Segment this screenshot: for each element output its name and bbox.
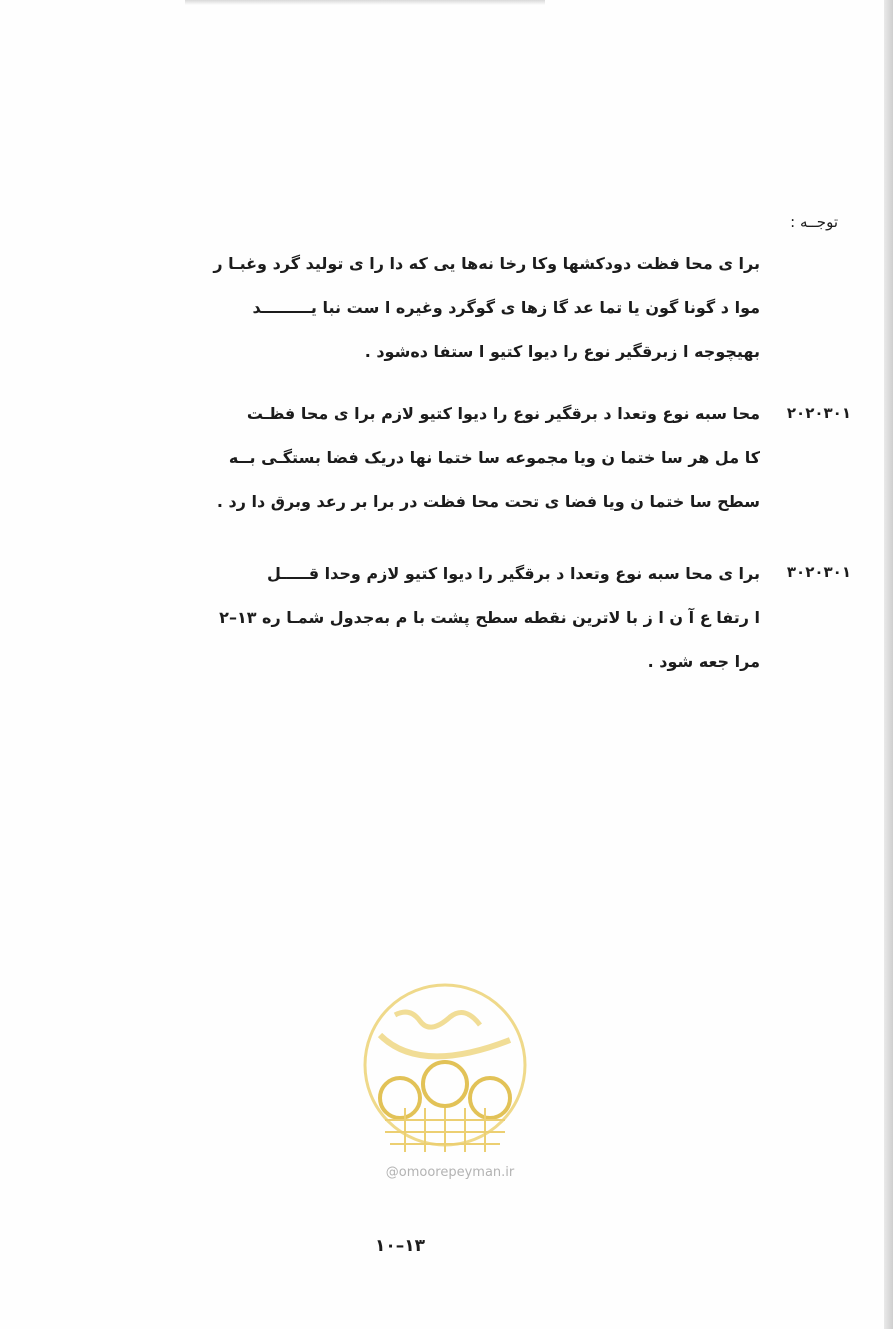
paragraph-line: برا ی محا سبه نوع وتعدا د برقگیر را دیوا کتیو لازم وحدا قـــــل [266, 564, 760, 583]
paragraph-section-2 [135, 392, 760, 524]
paragraph-line: محا سبه نوع وتعدا د برقگیر نوع را دیوا کتیو لازم برا ی محا فظـت [246, 404, 760, 423]
paragraph-line: موا د گونا گون یا تما عد گا زها ی گوگرد وغیره ا ست نبا یـــــــــد [252, 298, 760, 317]
paragraph-line: بهیچوجه ا زبرقگیر نوع را دیوا کتیو ا ستفا ده‌شود . [364, 342, 760, 361]
section-number: ۲۰۲۰۳۰۱ [786, 404, 851, 422]
page-edge-shadow [884, 0, 893, 1329]
paragraph-line: کا مل هر سا ختما ن ویا مجموعه سا ختما نها دریک فضا بستگـی بــه [228, 448, 760, 467]
scan-top-shadow [185, 0, 545, 5]
watermark-logo [360, 980, 530, 1160]
watermark-website: @omoorepeyman.ir [385, 1165, 515, 1180]
paragraph-line: مرا جعه شود . [647, 652, 760, 671]
paragraph-note [135, 242, 760, 374]
note-label: توجــه : [790, 213, 838, 231]
paragraph-line: برا ی محا فظت دودکشها وکا رخا نه‌ها یی که دا را ی تولید گرد وغبـا ر [213, 254, 760, 273]
paragraph-section-3 [135, 552, 760, 684]
paragraph-line: ا رتفا ع آ ن ا ز با لاترین نقطه سطح پشت با م به‌جدول شمـا ره ۱۳–۲ [219, 608, 760, 627]
paragraph-line: سطح سا ختما ن ویا فضا ی تحت محا فظت در برا بر رعد وبرق دا رد . [216, 492, 760, 511]
page-number: ۱۰–۱۳ [374, 1236, 425, 1256]
section-number: ۳۰۲۰۳۰۱ [786, 563, 851, 581]
